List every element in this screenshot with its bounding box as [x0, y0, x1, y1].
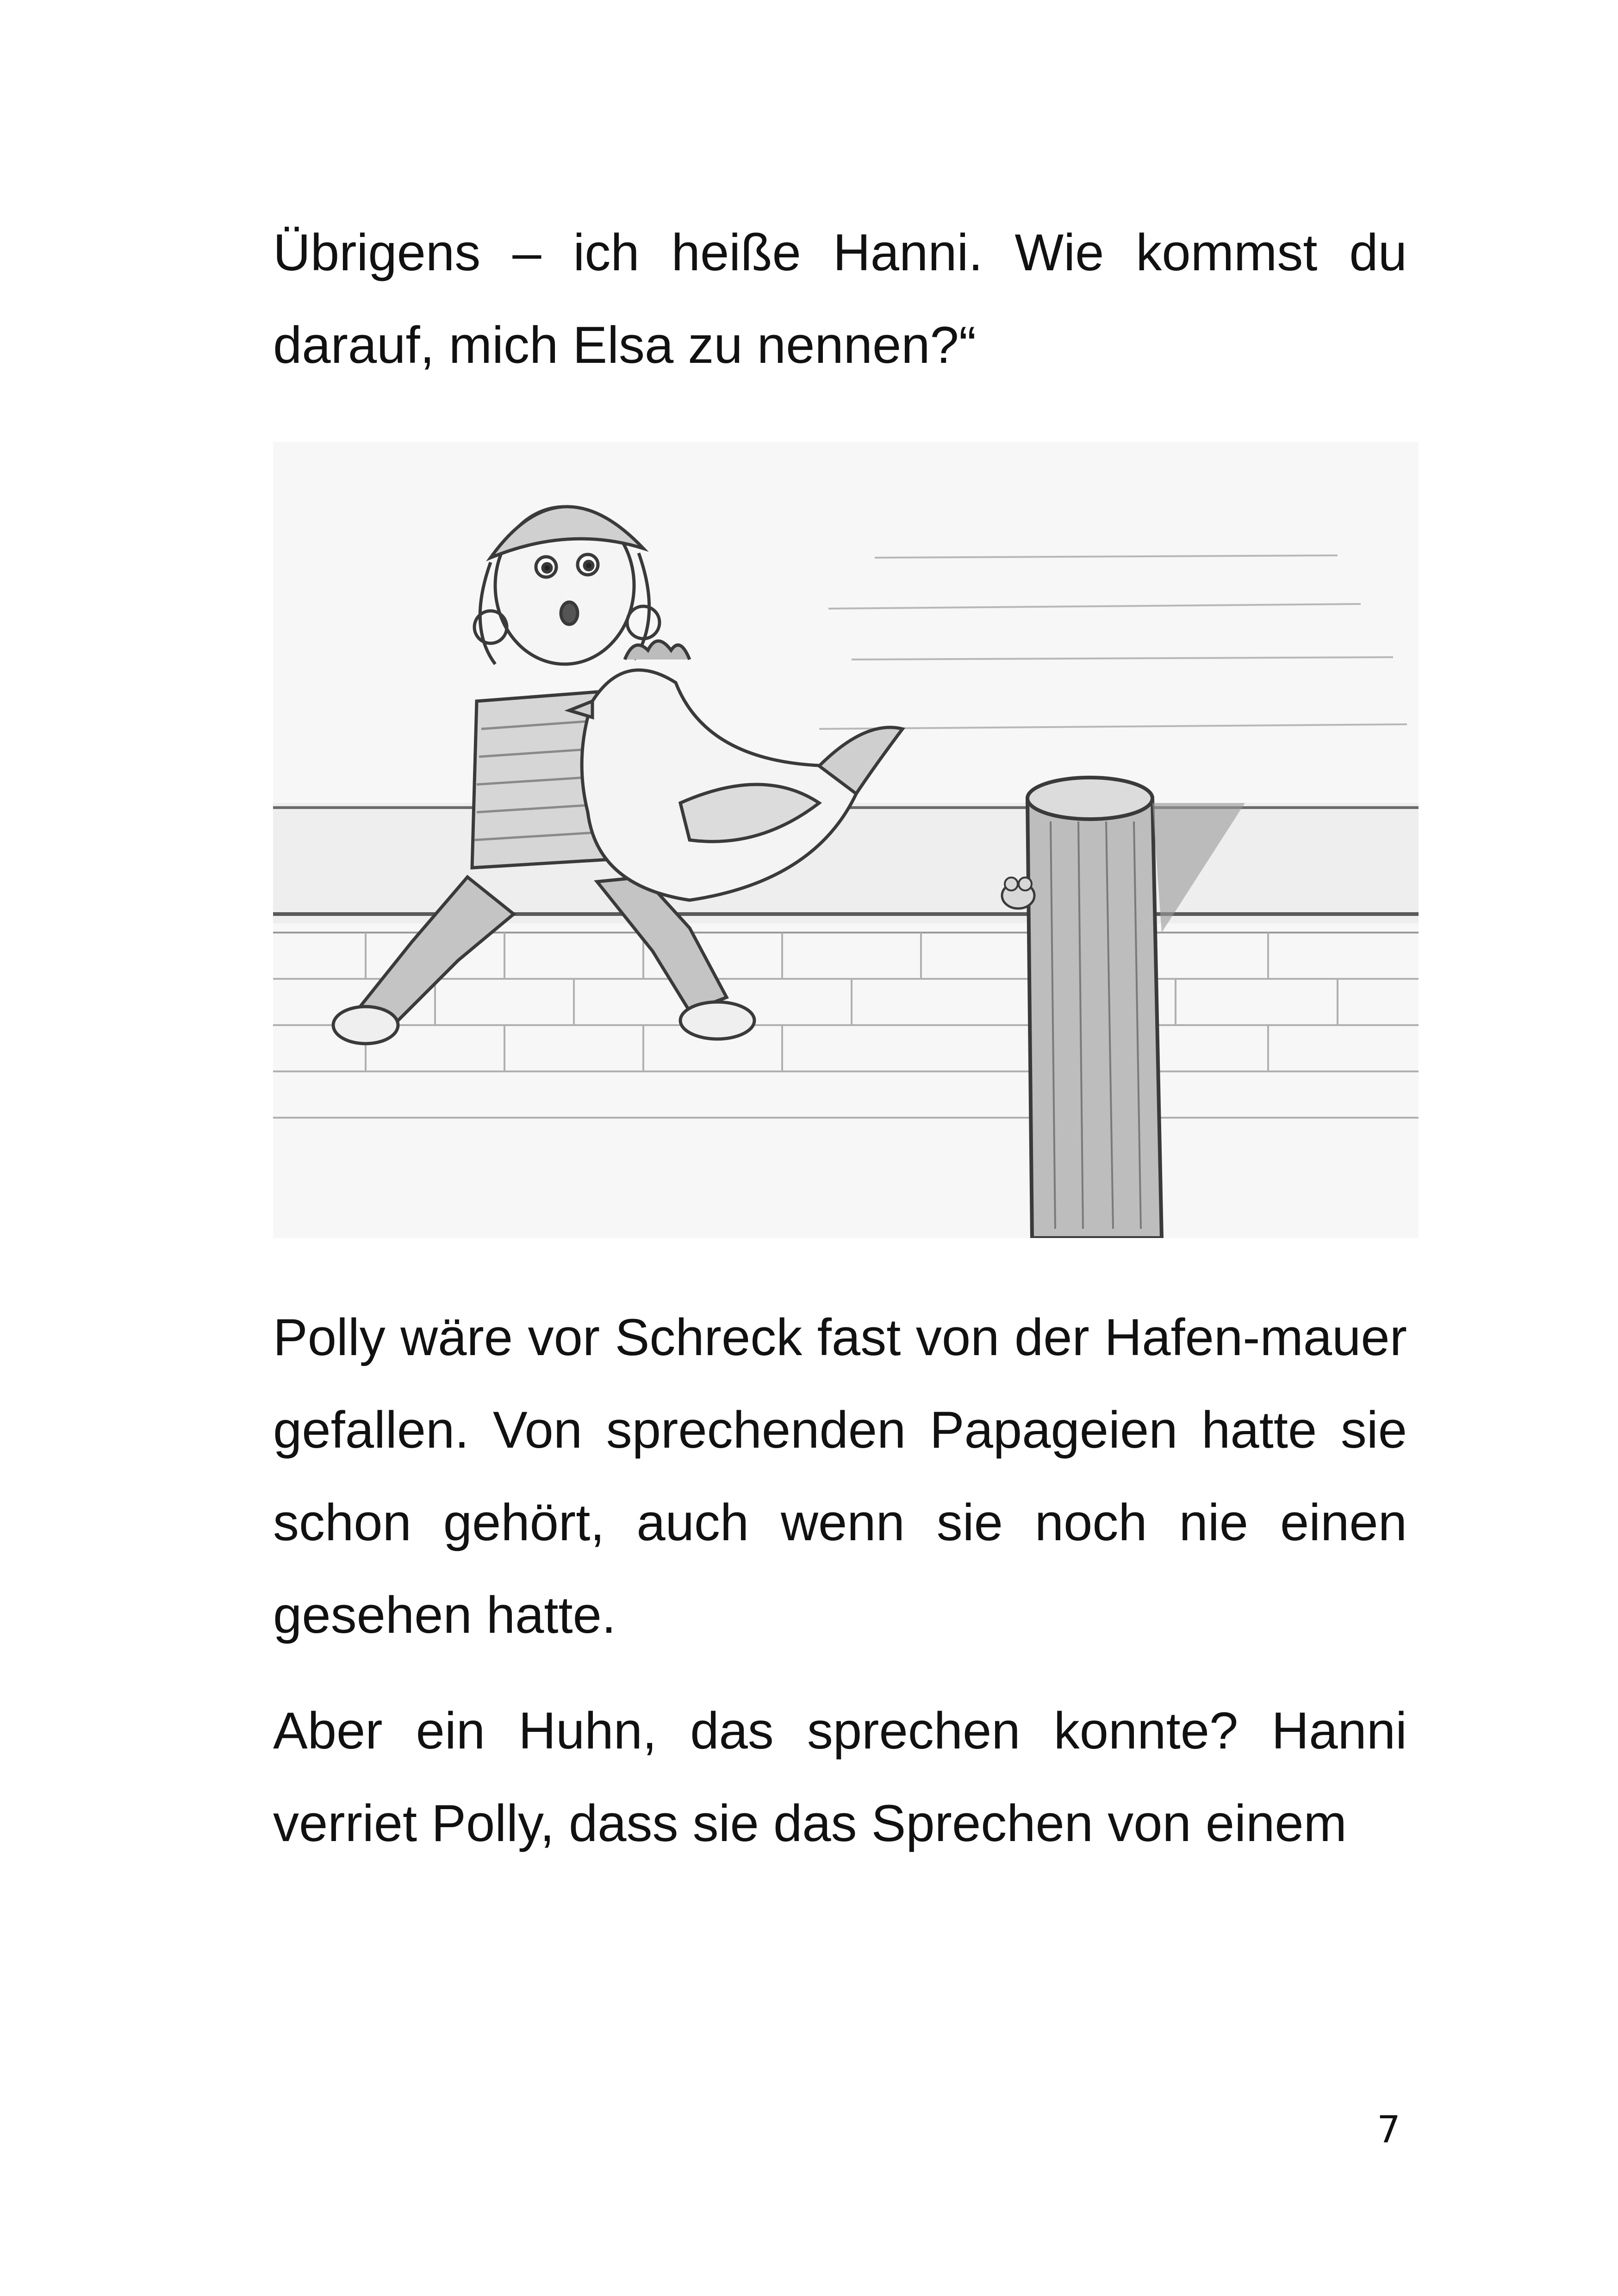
- paragraph-2: Polly wäre vor Schreck fast von der Hafen-mauer gefallen. Von sprechenden Papageien hatte sie schon gehört, auch wenn sie noch nie einen gesehen hatte.: [273, 1308, 1407, 1644]
- illustration-girl-with-chicken: [273, 442, 1419, 1238]
- wooden-post: [1027, 778, 1245, 1238]
- paragraph-1: Übrigens – ich heiße Hanni. Wie kommst du darauf, mich Elsa zu nennen?“: [273, 224, 1407, 374]
- page-number: 7: [1377, 2108, 1400, 2151]
- paragraph-3: Aber ein Huhn, das sprechen konnte? Hanni verriet Polly, dass sie das Sprechen von einem: [273, 1702, 1407, 1852]
- pencil-sketch-image: [273, 442, 1419, 1238]
- mouse: [1002, 877, 1034, 908]
- background-hatching: [819, 555, 1407, 729]
